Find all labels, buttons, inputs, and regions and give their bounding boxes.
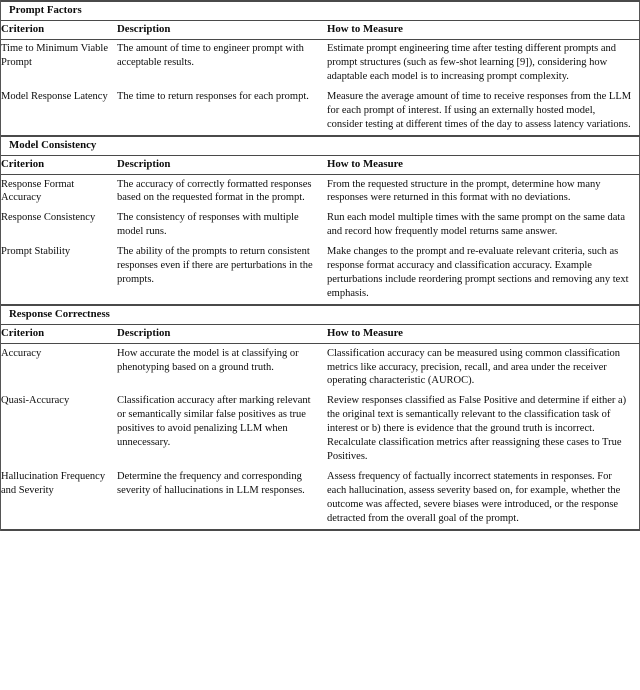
column-header-row [1, 325, 640, 344]
section-title: Response Correctness [1, 306, 640, 324]
cell-measure [327, 209, 640, 243]
cell-description [117, 209, 327, 243]
cell-criterion [1, 392, 117, 468]
cell-measure [327, 392, 640, 468]
column-header-description: Description [117, 325, 327, 344]
cell-measure [327, 39, 640, 87]
cell-text-criterion: Quasi-Accuracy [1, 395, 70, 407]
column-header-row [1, 20, 640, 39]
column-header-row [1, 156, 640, 175]
column-header-measure: How to Measure [327, 20, 640, 39]
column-header-criterion: Criterion [1, 20, 117, 39]
cell-description [117, 467, 327, 530]
table-row [1, 392, 640, 468]
cell-text-measure: Estimate prompt engineering time after testing different prompts and prompt structures (such as few-shot learning [9]), considering how adaptable each model is to increasing prompt complexity. [327, 43, 617, 83]
cell-description [117, 175, 327, 209]
table-row [1, 39, 640, 87]
cell-description [117, 88, 327, 137]
table-row [1, 243, 640, 306]
cell-text-measure: Review responses classified as False Positive and determine if either a) the original text is semantically relevant to the classification task of interest or b) there is evidence that the ground truth is incorrect. Recalculate classification metrics after reassigning these cases to True Positives. [327, 395, 627, 462]
table-row [1, 175, 640, 209]
table-row [1, 467, 640, 530]
column-header-measure: How to Measure [327, 156, 640, 175]
cell-text-description: Determine the frequency and corresponding severity of hallucinations in LLM responses. [117, 470, 305, 496]
column-header-description: Description [117, 156, 327, 175]
table-bottom-rule [1, 530, 640, 531]
cell-criterion [1, 39, 117, 87]
cell-criterion [1, 209, 117, 243]
table-row [1, 209, 640, 243]
cell-criterion [1, 243, 117, 306]
cell-text-measure: Classification accuracy can be measured using common classification metrics like accuracy, precision, recall, and area under the receiver operating characteristic (AUROC). [327, 347, 621, 387]
cell-text-criterion: Response Consistency [1, 212, 96, 224]
cell-description [117, 243, 327, 306]
cell-text-criterion: Prompt Stability [1, 246, 71, 258]
cell-measure [327, 344, 640, 392]
section-header-row [1, 2, 640, 20]
cell-measure [327, 467, 640, 530]
cell-description [117, 39, 327, 87]
cell-text-description: How accurate the model is at classifying or phenotyping based on a ground truth. [117, 347, 299, 373]
cell-text-description: The ability of the prompts to return consistent responses even if there are perturbations in the prompts. [117, 246, 313, 285]
column-header-criterion: Criterion [1, 325, 117, 344]
cell-measure [327, 175, 640, 209]
column-header-measure: How to Measure [327, 325, 640, 344]
cell-criterion [1, 344, 117, 392]
section-title: Model Consistency [1, 137, 640, 155]
cell-criterion [1, 88, 117, 137]
cell-measure [327, 88, 640, 137]
cell-measure [327, 243, 640, 306]
table-row [1, 344, 640, 392]
cell-text-criterion: Hallucination Frequency and Severity [1, 470, 106, 496]
cell-text-measure: Assess frequency of factually incorrect statements in responses. For each hallucination, assess severity based on, for example, whether the outcome was affected, severe biases were introduced, or the response detracted from the overall goal of the prompt. [327, 470, 621, 524]
cell-text-criterion: Accuracy [1, 347, 42, 359]
cell-description [117, 344, 327, 392]
cell-text-criterion: Time to Minimum Viable Prompt [1, 43, 109, 69]
cell-text-measure: From the requested structure in the prompt, determine how many responses were returned in this format with no deviations. [327, 178, 601, 204]
cell-text-criterion: Response Format Accuracy [1, 178, 75, 204]
table-row [1, 88, 640, 137]
cell-text-description: Classification accuracy after marking relevant or semantically similar false positives as true positives to avoid penalizing LLM when unnecessary. [117, 395, 311, 449]
cell-text-description: The consistency of responses with multiple model runs. [117, 212, 299, 238]
table-rule [1, 530, 640, 531]
cell-text-description: The amount of time to engineer prompt with acceptable results. [117, 43, 304, 69]
cell-text-description: The time to return responses for each prompt. [117, 91, 309, 103]
cell-description [117, 392, 327, 468]
cell-text-criterion: Model Response Latency [1, 91, 108, 103]
evaluation-criteria-table [1, 0, 640, 531]
cell-text-description: The accuracy of correctly formatted responses based on the requested format in the prompt. [117, 178, 312, 204]
cell-text-measure: Make changes to the prompt and re-evaluate relevant criteria, such as response format accuracy and classification accuracy. Example perturbations include reordering prompt sections and removing any text emphasis. [327, 246, 629, 299]
column-header-description: Description [117, 20, 327, 39]
section-title: Prompt Factors [1, 2, 640, 20]
cell-text-measure: Measure the average amount of time to receive responses from the LLM for each prompt of interest. If using an externally hosted model, consider testing at different times of the day to assess latency variations. [327, 91, 632, 130]
column-header-criterion: Criterion [1, 156, 117, 175]
section-header-row [1, 306, 640, 324]
cell-text-measure: Run each model multiple times with the same prompt on the same data and record how frequently model returns same answer. [327, 212, 626, 238]
cell-criterion [1, 467, 117, 530]
section-header-row [1, 137, 640, 155]
cell-criterion [1, 175, 117, 209]
